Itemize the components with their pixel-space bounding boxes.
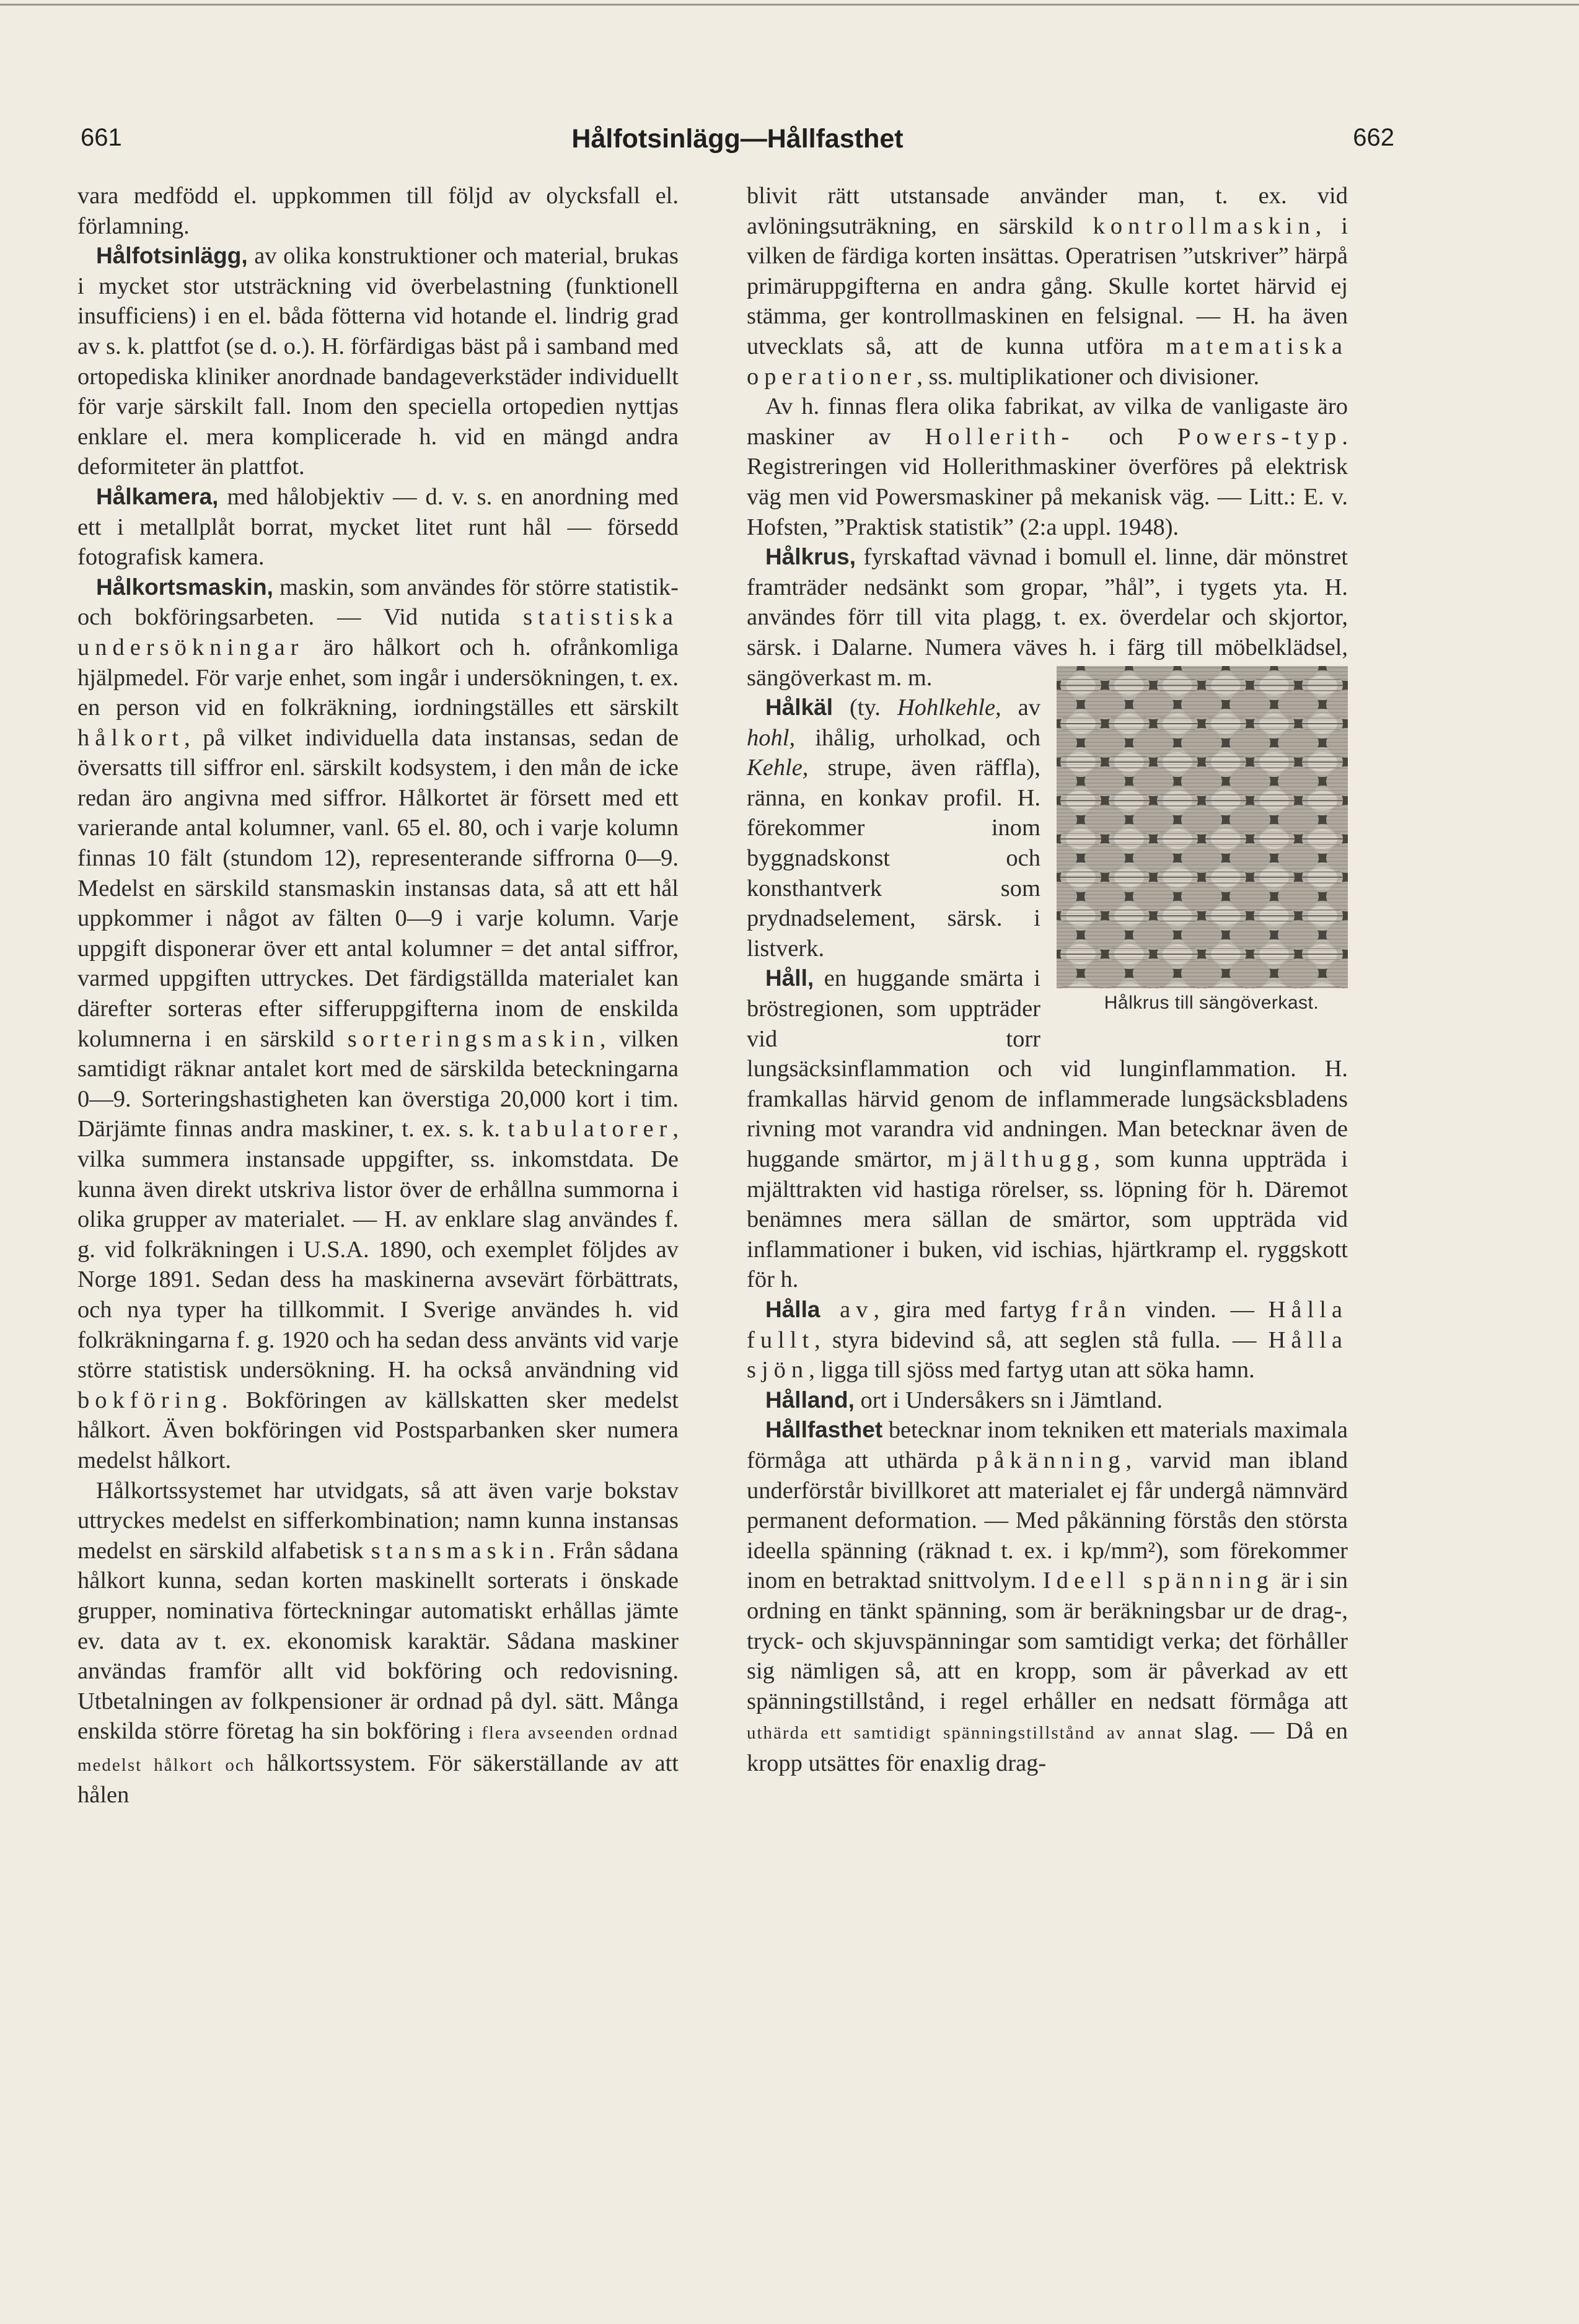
entry-text: , styra bidevind så, att seglen stå fulla. — bbox=[814, 1326, 1269, 1353]
entry-text: . Registreringen vid Hollerithmaskiner överföres på elektrisk väg men vid Powersmaskiner på mekanisk väg. — Litt.: E. v. Hofsten, ”Praktisk statistik” (2:a uppl. 1948). bbox=[747, 423, 1348, 540]
paragraph-halkortssystemet bbox=[77, 1476, 679, 1811]
entry-text: ort i Undersåkers sn i Jämtland. bbox=[854, 1387, 1163, 1413]
spaced-text: Powers-typ bbox=[1177, 423, 1342, 450]
entry-term: Hållfasthet bbox=[765, 1417, 883, 1443]
entry-text: ihålig, urholkad, och bbox=[795, 724, 1040, 751]
spaced-text: matematiska operationer bbox=[747, 333, 1348, 390]
entry-halla bbox=[747, 1295, 1348, 1385]
continued-paragraph bbox=[747, 181, 1348, 392]
entry-halkortsmaskin bbox=[77, 572, 679, 1476]
entry-text: . Från sådana hålkort kunna, sedan korten maskinellt sorterats i önskade grupper, nominativa förteckningar automatiskt erhållas jämte ev. data av t. ex. ekonomisk karaktär. Sådana maskiner användas framför allt vid bokföring och redovisning. Utbetalningen av folkpensioner är ordnad på dyl. sätt. Många enskilda större företag ha sin bokföring bbox=[77, 1537, 679, 1745]
entry-text: , ss. multiplikationer och divisioner. bbox=[917, 363, 1260, 390]
entry-text: , gira med fartyg bbox=[873, 1296, 1071, 1323]
spaced-text: stansmaskin bbox=[371, 1537, 549, 1564]
entry-text: strupe, även räffla), ränna, en konkav profil. H. förekommer inom byggnadskonst och konsthantverk som prydnadselement, särsk. i listverk. bbox=[747, 755, 1040, 962]
spaced-text: bokföring bbox=[77, 1387, 222, 1413]
entry-halkamera bbox=[77, 482, 679, 572]
entry-text: , på vilket individuella data instansas, sedan de översatts till siffror enl. särskilt kodsystem, i den mån de icke redan äro angivna med siffror. Hålkortet är försett med ett varierande antal kolumner, vanl. 65 el. 80, och i varje kolumn finnas 10 fält (stundom 12), representerande siffrorna 0—9. Medelst en särskild stansmaskin instansas data, så att ett hål uppkommer i något av fälten 0—9 i varje kolumn. Varje uppgift disponerar över ett antal kolumner = det antal siffror, varmed uppgiften uttryckes. Det färdigställda materialet kan därefter sorteras efter sifferuppgifterna inom de enskilda kolumnerna i en särskild bbox=[77, 724, 679, 1052]
entry-text: , som kunna uppträda i mjälttrakten vid hastiga rörelser, ss. löpning för h. Däremot benämnes mera sällan de smärtor, som uppträda vid inflammationer i buken, vid ischias, hjärtkramp el. ryggskott för h. bbox=[747, 1146, 1348, 1293]
entry-text: . Bokföringen av källskatten sker medelst hålkort. Även bokföringen vid Postsparbanken sker numera medelst hålkort. bbox=[77, 1387, 679, 1473]
page-number-right: 662 bbox=[1353, 124, 1394, 151]
figure-caption: Hålkrus till sängöverkast. bbox=[1104, 992, 1319, 1013]
entry-halfotsinlagg bbox=[77, 241, 679, 482]
entry-text: , vilken samtidigt räknar antalet kort med de särskilda beteckningarna 0—9. Sorteringshastigheten kan överstiga 20,000 kort i tim. Därjämte finnas andra maskiner, t. ex. s. k. bbox=[77, 1025, 679, 1142]
entry-term: Håll, bbox=[765, 965, 814, 991]
entry-text: , varvid man ibland underförstår bivillkoret att materialet ej får undergå nämnvärd permanent deformation. — Med påkänning förstås den största ideella spänning (räknad t. ex. i kp/mm²), som förekommer inom en betraktad snittvolym. bbox=[747, 1447, 1348, 1594]
entry-text: fyrskaftad vävnad i bomull el. linne, där mönstret framträder nedsänkt som gropar, ”hål”, i tygets yta. H. användes förr till vita plagg, t. ex. överdelar och skjortor, särsk. i Dalarne. Numera väves h. i färg till möbelklädsel, sängöverkast m. m. bbox=[747, 544, 1348, 691]
entry-halland bbox=[747, 1385, 1348, 1416]
entry-term: Hålla bbox=[765, 1296, 820, 1322]
running-title: Hålfotsinlägg—Hållfasthet bbox=[571, 124, 904, 154]
spaced-text: från bbox=[1070, 1296, 1132, 1323]
entry-term: Hålfotsinlägg, bbox=[96, 243, 248, 269]
entry-text: och bbox=[1075, 423, 1177, 450]
entry-text: av olika konstruktioner och material, brukas i mycket stor utsträckning vid överbelastning (funktionell insufficiens) i en el. båda fötterna vid hotande el. lindrig grad av s. k. plattfot (se d. o.). H. förfärdigas bäst på i samband med ortopediska kliniker anordnade bandageverkstäder individuellt för varje särskilt fall. Inom den speciella ortopedien nyttjas enklare el. mera komplicerade h. vid en mängd andra deformiteter än plattfot. bbox=[77, 243, 679, 480]
entry-text: slag. — Då en kropp utsättes för enaxlig drag- bbox=[747, 1718, 1348, 1776]
entry-term: Hålkortsmaskin, bbox=[96, 574, 273, 600]
entry-text: , i vilken de färdiga korten insättas. Operatrisen ”utskriver” härpå primäruppgifterna en andra gång. Skulle kortet härvid ej stämma, ger kontrollmaskinen en felsignal. — H. ha även utvecklats så, att de kunna utföra bbox=[747, 213, 1348, 359]
small-text: uthärda ett samtidigt spänningstillstånd av annat bbox=[747, 1723, 1183, 1743]
spaced-text: Hollerith- bbox=[925, 423, 1075, 450]
spaced-text: påkänning bbox=[976, 1447, 1126, 1473]
halkrus-figure bbox=[1057, 666, 1348, 1022]
continued-paragraph: vara medfödd el. uppkommen till följd av olycksfall el. förlamning. bbox=[77, 183, 679, 239]
italic-text: Kehle, bbox=[747, 755, 809, 781]
spaced-text: Ideell spänning bbox=[1042, 1568, 1274, 1594]
entry-text: , vilka summera instansade uppgifter, ss. inkomstdata. De kunna även direkt utskriva listor över de erhållna summorna i olika grupper av materialet. — H. av enklare slag användes f. g. vid folkräkningen i U.S.A. 1890, och exemplet följdes av Norge 1891. Sedan dess ha maskinerna avsevärt förbättrats, och nya typer ha tillkommit. I Sverige användes h. vid folkräkningarna f. g. 1920 och ha sedan dess använts vid varje större statistisk undersökning. H. ha också användning vid bbox=[77, 1116, 679, 1383]
spaced-text: sorteringsmaskin bbox=[347, 1025, 600, 1052]
entry-text: är i sin ordning en tänkt spänning, som är beräkningsbar ur de drag-, tryck- och skjuvspänningar som samtidigt verka; det förhåller sig nämligen så, att en kropp, som är påverkad av ett spänningstillstånd, i regel erhåller en nedsatt förmåga att bbox=[747, 1568, 1348, 1714]
entry-text: en huggande smärta i bröstregionen, som uppträder vid torr lungsäcksinflammation och vid lunginflammation. H. framkallas härvid genom de inflammerade lungsäcksbladens rivning mot varandra vid andningen. Man betecknar även de huggande smärtor, bbox=[747, 965, 1348, 1172]
entry-text: äro hålkort och h. ofrånkomliga hjälpmedel. För varje enhet, som ingår i undersökningen, t. ex. en person vid en folkräkning, iordningställes ett särskilt bbox=[77, 634, 679, 721]
spaced-text: tabulatorer bbox=[508, 1116, 673, 1142]
entry-term: Hålkamera, bbox=[96, 483, 219, 509]
running-head bbox=[81, 124, 1394, 167]
entry-term: Hålland, bbox=[765, 1387, 855, 1413]
right-column bbox=[747, 181, 1348, 1778]
spaced-text: av bbox=[820, 1296, 874, 1323]
spaced-text: Hålla fullt bbox=[747, 1296, 1348, 1353]
entry-hallfasthet bbox=[747, 1415, 1348, 1778]
left-column bbox=[77, 181, 679, 1810]
spaced-text: mjälthugg bbox=[947, 1146, 1094, 1172]
entry-text: Hålkortssystemet har utvidgats, så att även varje bokstav uttryckes medelst en sifferkombination; namn kunna instansas medelst en särskild alfabetisk bbox=[77, 1477, 679, 1564]
entry-text: hålkortssystem. För säkerställande av att hålen bbox=[77, 1750, 679, 1809]
spaced-text: Hålla sjön bbox=[747, 1326, 1348, 1383]
entry-term: Hålkrus, bbox=[765, 544, 856, 570]
small-text: i flera avseenden ordnad medelst hålkort och bbox=[77, 1723, 679, 1775]
entry-term: Hålkäl bbox=[765, 695, 833, 721]
paragraph-fabrikat bbox=[747, 392, 1348, 542]
italic-text: hohl, bbox=[747, 724, 796, 751]
entry-text: blivit rätt utstansade använder man, t. ex. vid avlöningsuträkning, en särskild bbox=[747, 183, 1348, 239]
spaced-text: statistiska undersökningar bbox=[77, 604, 679, 660]
italic-text: Hohlkehle, bbox=[897, 695, 1001, 721]
entry-text: betecknar inom tekniken ett materials maximala förmåga att uthärda bbox=[747, 1417, 1348, 1473]
entry-text: vinden. — bbox=[1131, 1296, 1269, 1323]
spaced-text: hålkort bbox=[77, 724, 185, 751]
entry-text: maskin, som användes för större statistik- och bokföringsarbeten. — Vid nutida bbox=[77, 574, 679, 631]
spaced-text: kontrollmaskin bbox=[1093, 213, 1316, 239]
scan-edge-line bbox=[0, 4, 1579, 6]
entry-text: Av h. finnas flera olika fabrikat, av vilka de vanligaste äro maskiner av bbox=[747, 393, 1348, 450]
entry-text: (ty. bbox=[833, 695, 897, 721]
entry-text: av bbox=[1001, 695, 1040, 721]
entry-text: med hålobjektiv — d. v. s. en anordning med ett i metallplåt borrat, mycket litet runt hål — försedd fotografisk kamera. bbox=[77, 483, 679, 571]
page-number-left: 661 bbox=[81, 124, 122, 151]
halkrus-fabric-image bbox=[1057, 666, 1348, 988]
entry-text: , ligga till sjöss med fartyg utan att söka hamn. bbox=[809, 1357, 1255, 1383]
